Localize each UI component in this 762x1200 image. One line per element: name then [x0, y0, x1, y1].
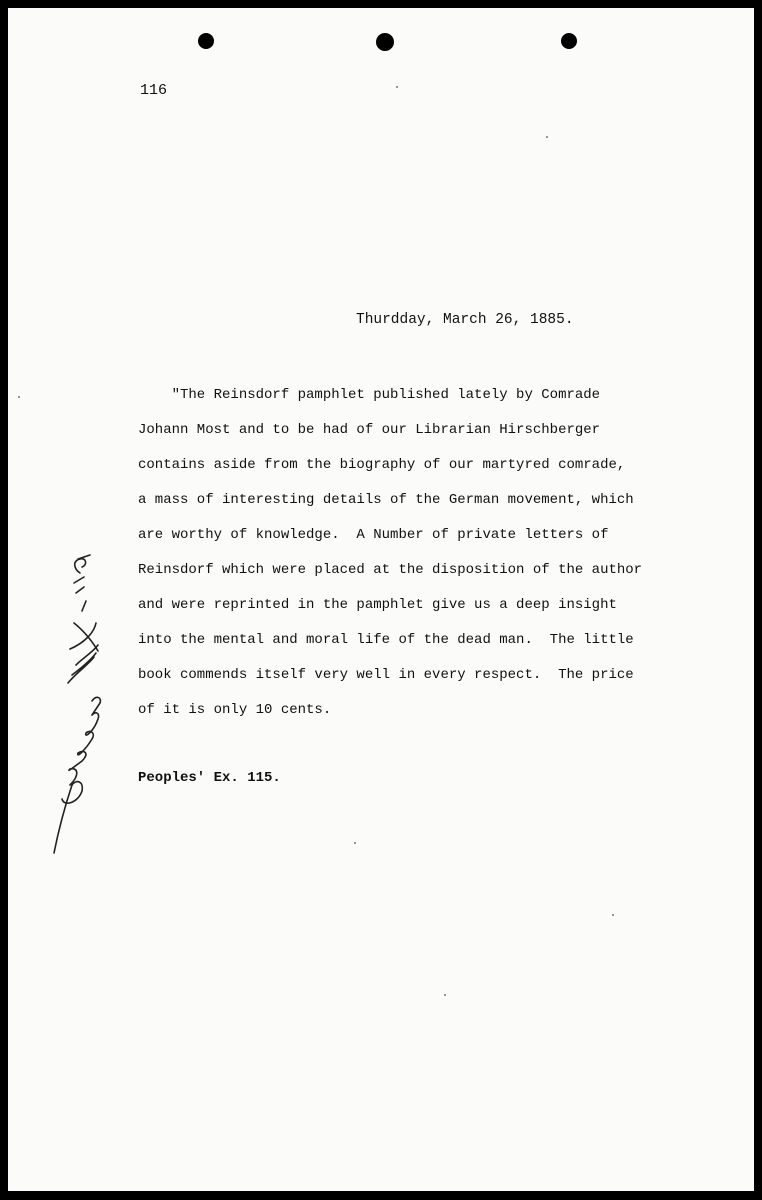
- body-line: "The Reinsdorf pamphlet published lately by Comrade: [138, 387, 601, 403]
- page-number: 116: [140, 82, 168, 99]
- paper-speck: [354, 842, 356, 844]
- paper-speck: [18, 396, 20, 398]
- paper-speck: [612, 914, 614, 916]
- body-line: of it is only 10 cents.: [138, 702, 332, 718]
- body-line: contains aside from the biography of our martyred comrade,: [138, 457, 626, 473]
- body-line: are worthy of knowledge. A Number of private letters of: [138, 527, 609, 543]
- body-line: Reinsdorf which were placed at the disposition of the author: [138, 562, 643, 578]
- body-line: Johann Most and to be had of our Librarian Hirschberger: [138, 422, 601, 438]
- paper-speck: [546, 136, 548, 138]
- body-line: into the mental and moral life of the dead man. The little: [138, 632, 634, 648]
- dateline: Thurdday, March 26, 1885.: [356, 312, 574, 328]
- punch-hole: [376, 33, 394, 51]
- punch-hole: [561, 33, 577, 49]
- paper-speck: [444, 994, 446, 996]
- document-page: [8, 8, 754, 1191]
- body-line: and were reprinted in the pamphlet give us a deep insight: [138, 597, 617, 613]
- body-paragraph: [138, 378, 698, 728]
- body-line: a mass of interesting details of the German movement, which: [138, 492, 634, 508]
- handwritten-margin-note: [40, 553, 110, 863]
- handwriting-drawing: [40, 553, 110, 863]
- punch-hole: [198, 33, 214, 49]
- exhibit-label: Peoples' Ex. 115.: [138, 770, 281, 786]
- body-line: book commends itself very well in every respect. The price: [138, 667, 634, 683]
- paper-speck: [396, 86, 398, 88]
